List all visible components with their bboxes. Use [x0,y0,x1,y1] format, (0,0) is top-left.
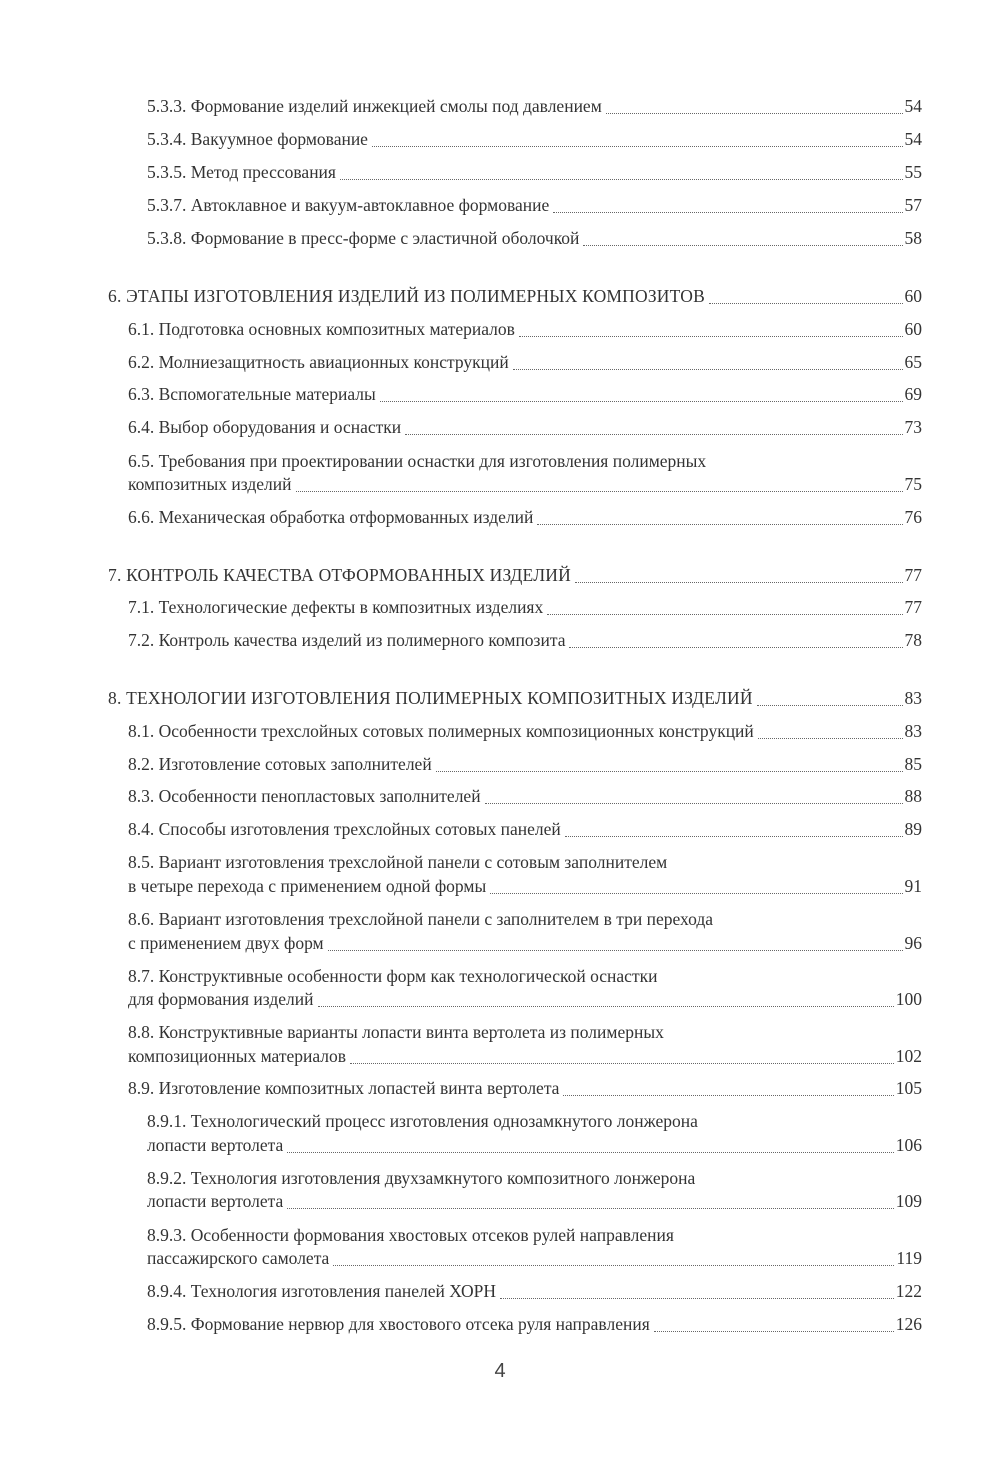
toc-entry-8-2[interactable] [128,751,922,777]
toc-entry-title: 6.3. Вспомогательные материалы [128,384,376,404]
toc-entry-8-5[interactable] [128,873,922,899]
toc-page-number: 77 [904,597,922,617]
toc-entry-title: лопасти вертолета [147,1135,284,1155]
dot-leader [333,1265,894,1266]
toc-entry-8-9-5[interactable] [147,1311,922,1337]
dot-leader [575,582,903,583]
toc-page-number: 65 [904,352,922,372]
toc-entry-title: 5.3.4. Вакуумное формование [147,129,368,149]
toc-page-number: 126 [895,1314,922,1334]
toc-entry-title: лопасти вертолета [147,1191,284,1211]
toc-entry-8-9-2-first-line[interactable]: 8.9.2. Технология изготовления двухзамкнутого композитного лонжерона [147,1168,696,1188]
toc-page-number: 54 [904,129,922,149]
dot-leader [583,245,902,246]
toc-page-number: 119 [896,1248,922,1268]
toc-page-number: 55 [904,162,922,182]
dot-leader [519,336,903,337]
dot-leader [372,146,903,147]
toc-page-number: 105 [895,1078,922,1098]
toc-chapter-title: 8. ТЕХНОЛОГИИ ИЗГОТОВЛЕНИЯ ПОЛИМЕРНЫХ КОМПОЗИТНЫХ ИЗДЕЛИЙ [108,688,753,708]
toc-page-number: 76 [904,507,922,527]
toc-entry-title: 8.9.5. Формование нервюр для хвостового отсека руля направления [147,1314,650,1334]
toc-entry-8-6-first-line[interactable]: 8.6. Вариант изготовления трехслойной панели с заполнителем в три перехода [128,909,714,929]
toc-entry-8-6[interactable] [128,930,922,956]
toc-entry-title: 5.3.7. Автоклавное и вакуум-автоклавное формование [147,195,550,215]
dot-leader [436,771,903,772]
dot-leader [553,212,902,213]
toc-page-number: 89 [904,819,922,839]
toc-entry-title: 8.9. Изготовление композитных лопастей винта вертолета [128,1078,560,1098]
toc-page-number: 54 [904,96,922,116]
toc-entry-8-3[interactable] [128,783,922,809]
toc-chapter-7[interactable] [108,562,922,588]
dot-leader [287,1152,893,1153]
toc-entry-8-9-2[interactable] [147,1188,922,1214]
dot-leader [296,491,903,492]
toc-entry-8-1[interactable] [128,718,922,744]
toc-entry-title: композитных изделий [128,474,292,494]
dot-leader [340,179,903,180]
toc-entry-5-3-5[interactable] [147,159,922,185]
dot-leader [547,614,902,615]
toc-entry-7-1[interactable] [128,594,922,620]
toc-entry-title: 8.4. Способы изготовления трехслойных сотовых панелей [128,819,561,839]
toc-entry-title: с применением двух форм [128,933,324,953]
toc-entry-7-2[interactable] [128,627,922,653]
dot-leader [565,836,903,837]
toc-entry-6-5-first-line[interactable]: 6.5. Требования при проектировании оснастки для изготовления полимерных [128,451,707,471]
toc-page-number: 77 [904,565,922,585]
toc-entry-8-9-4[interactable] [147,1278,922,1304]
toc-entry-6-3[interactable] [128,381,922,407]
toc-page-number: 60 [904,286,922,306]
toc-entry-title: 5.3.3. Формование изделий инжекцией смолы под давлением [147,96,602,116]
toc-entry-8-8-first-line[interactable]: 8.8. Конструктивные варианты лопасти винта вертолета из полимерных [128,1022,664,1042]
toc-page-number: 73 [904,417,922,437]
dot-leader [328,950,903,951]
dot-leader [606,113,903,114]
dot-leader [563,1095,893,1096]
dot-leader [654,1331,894,1332]
toc-chapter-8[interactable] [108,685,922,711]
toc-entry-title: композиционных материалов [128,1046,347,1066]
toc-entry-8-7[interactable] [128,986,922,1012]
toc-entry-5-3-7[interactable] [147,192,922,218]
toc-entry-8-9[interactable] [128,1075,922,1101]
toc-entry-6-6[interactable] [128,504,922,530]
toc-entry-6-1[interactable] [128,316,922,342]
dot-leader [709,303,902,304]
toc-entry-title: 6.2. Молниезащитность авиационных конструкций [128,352,509,372]
toc-page-number: 83 [904,721,922,741]
toc-entry-8-9-3[interactable] [147,1245,922,1271]
dot-leader [569,647,902,648]
toc-page-number: 106 [895,1135,922,1155]
toc-page-number: 122 [895,1281,922,1301]
toc-entry-6-2[interactable] [128,349,922,375]
toc-entry-title: 8.1. Особенности трехслойных сотовых полимерных композиционных конструкций [128,721,754,741]
toc-page-number: 91 [904,876,922,896]
toc-entry-title: 6.1. Подготовка основных композитных материалов [128,319,515,339]
toc-page-number: 58 [904,228,922,248]
toc-entry-5-3-4[interactable] [147,126,922,152]
dot-leader [500,1298,894,1299]
toc-page-number: 96 [904,933,922,953]
toc-entry-8-9-1-first-line[interactable]: 8.9.1. Технологический процесс изготовления однозамкнутого лонжерона [147,1111,698,1131]
toc-page-number: 88 [904,786,922,806]
toc-entry-8-7-first-line[interactable]: 8.7. Конструктивные особенности форм как технологической оснастки [128,966,658,986]
toc-entry-title: 8.3. Особенности пенопластовых заполнителей [128,786,481,806]
toc-entry-title: 5.3.5. Метод прессования [147,162,336,182]
toc-chapter-title: 6. ЭТАПЫ ИЗГОТОВЛЕНИЯ ИЗДЕЛИЙ ИЗ ПОЛИМЕРНЫХ КОМПОЗИТОВ [108,286,706,306]
dot-leader [757,705,903,706]
toc-page-number: 78 [904,630,922,650]
dot-leader [490,893,902,894]
toc-page-number: 83 [904,688,922,708]
toc-page-number: 57 [904,195,922,215]
dot-leader [318,1006,894,1007]
toc-page-number: 75 [904,474,922,494]
toc-entry-6-5[interactable] [128,471,922,497]
toc-entry-5-3-8[interactable] [147,225,922,251]
toc-entry-title: 6.4. Выбор оборудования и оснастки [128,417,402,437]
dot-leader [485,803,903,804]
page-number: 4 [494,1360,506,1382]
toc-entry-title: 8.2. Изготовление сотовых заполнителей [128,754,432,774]
toc-chapter-title: 7. КОНТРОЛЬ КАЧЕСТВА ОТФОРМОВАННЫХ ИЗДЕЛИЙ [108,565,571,585]
toc-entry-6-4[interactable] [128,414,922,440]
toc-entry-title: для формования изделий [128,989,314,1009]
toc-entry-8-8[interactable] [128,1043,922,1069]
toc-entry-8-5-first-line[interactable]: 8.5. Вариант изготовления трехслойной панели с сотовым заполнителем [128,852,668,872]
toc-page-number: 100 [895,989,922,1009]
toc-entry-title: 7.2. Контроль качества изделий из полимерного композита [128,630,566,650]
toc-chapter-6[interactable] [108,283,922,309]
toc-entry-title: пассажирского самолета [147,1248,330,1268]
toc-page-number: 85 [904,754,922,774]
toc-entry-title: 7.1. Технологические дефекты в композитных изделиях [128,597,544,617]
dot-leader [513,369,903,370]
toc-entry-8-4[interactable] [128,816,922,842]
dot-leader [350,1063,894,1064]
toc-entry-8-9-3-first-line[interactable]: 8.9.3. Особенности формования хвостовых отсеков рулей направления [147,1225,674,1245]
toc-entry-title: 6.6. Механическая обработка отформованных изделий [128,507,534,527]
dot-leader [287,1208,893,1209]
dot-leader [380,401,903,402]
toc-page-number: 109 [895,1191,922,1211]
toc-page-number: 102 [895,1046,922,1066]
toc-entry-title: 5.3.8. Формование в пресс-форме с эластичной оболочкой [147,228,580,248]
toc-page-number: 60 [904,319,922,339]
toc-entry-title: 8.9.4. Технология изготовления панелей ХОРН [147,1281,497,1301]
toc-entry-8-9-1[interactable] [147,1132,922,1158]
dot-leader [758,738,903,739]
toc-entry-title: в четыре перехода с применением одной формы [128,876,487,896]
toc-entry-5-3-3[interactable] [147,93,922,119]
dot-leader [405,434,902,435]
dot-leader [537,524,902,525]
toc-page-number: 69 [904,384,922,404]
